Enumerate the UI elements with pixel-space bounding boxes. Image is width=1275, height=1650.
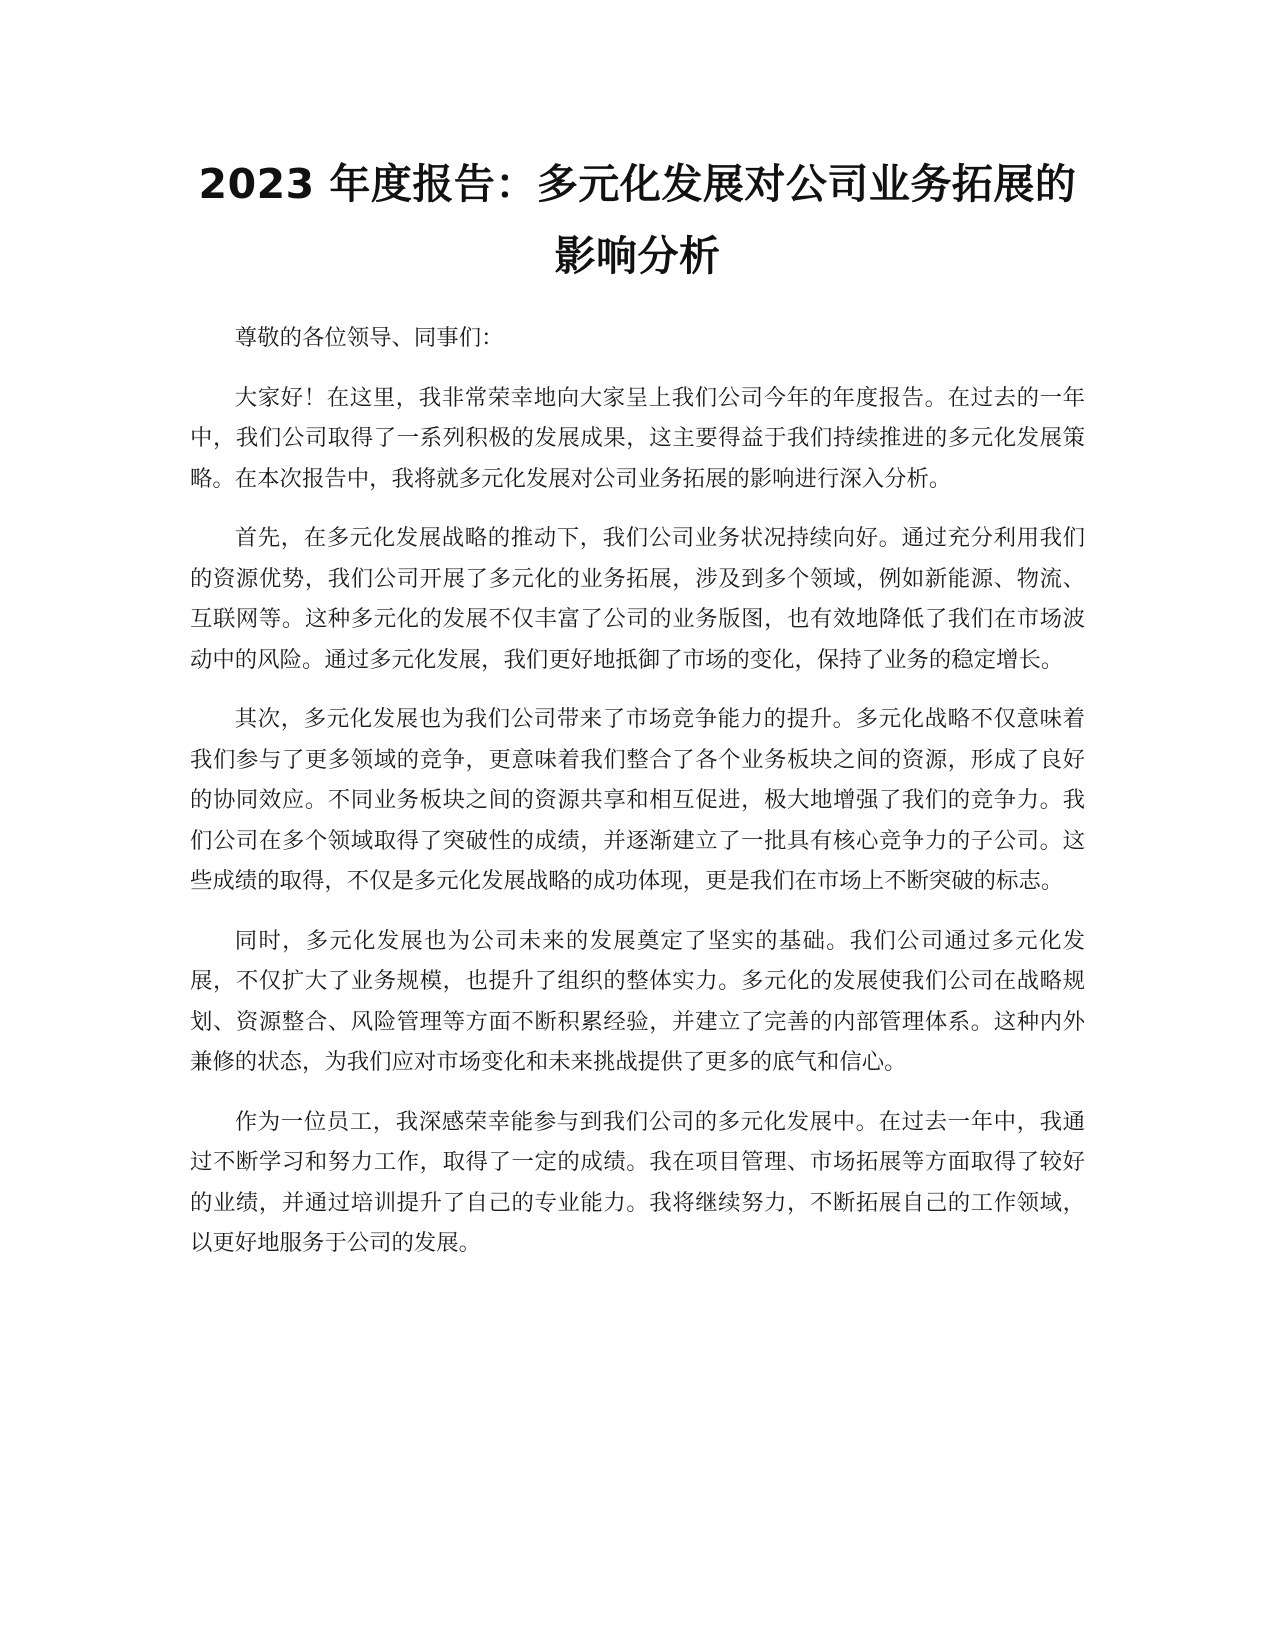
paragraph-personal-reflection: 作为一位员工，我深感荣幸能参与到我们公司的多元化发展中。在过去一年中，我通过不断学习和努力工作，取得了一定的成绩。我在项目管理、市场拓展等方面取得了较好的业绩，并通过培训提升了自己的专业能力。我将继续努力，不断拓展自己的工作领域，以更好地服务于公司的发展。 [190, 1108, 1085, 1256]
paragraph-introduction: 大家好！在这里，我非常荣幸地向大家呈上我们公司今年的年度报告。在过去的一年中，我们公司取得了一系列积极的发展成果，这主要得益于我们持续推进的多元化发展策略。在本次报告中，我将就多元化发展对公司业务拓展的影响进行深入分析。 [190, 384, 1085, 492]
paragraph-first-point: 首先，在多元化发展战略的推动下，我们公司业务状况持续向好。通过充分利用我们的资源优势，我们公司开展了多元化的业务拓展，涉及到多个领域，例如新能源、物流、互联网等。这种多元化的发展不仅丰富了公司的业务版图，也有效地降低了我们在市场波动中的风险。通过多元化发展，我们更好地抵御了市场的变化，保持了业务的稳定增长。 [190, 525, 1085, 673]
document-body [190, 318, 1085, 1264]
paragraph-third-point: 同时，多元化发展也为公司未来的发展奠定了坚实的基础。我们公司通过多元化发展，不仅扩大了业务规模，也提升了组织的整体实力。多元化的发展使我们公司在战略规划、资源整合、风险管理等方面不断积累经验，并建立了完善的内部管理体系。这种内外兼修的状态，为我们应对市场变化和未来挑战提供了更多的底气和信心。 [190, 927, 1085, 1075]
document-title: 2023 年度报告：多元化发展对公司业务拓展的影响分析 [198, 160, 1077, 280]
paragraph-salutation: 尊敬的各位领导、同事们： [234, 325, 504, 351]
paragraph-second-point: 其次，多元化发展也为我们公司带来了市场竞争能力的提升。多元化战略不仅意味着我们参与了更多领域的竞争，更意味着我们整合了各个业务板块之间的资源，形成了良好的协同效应。不同业务板块之间的资源共享和相互促进，极大地增强了我们的竞争力。我们公司在多个领域取得了突破性的成绩，并逐渐建立了一批具有核心竞争力的子公司。这些成绩的取得，不仅是多元化发展战略的成功体现，更是我们在市场上不断突破的标志。 [190, 706, 1085, 894]
